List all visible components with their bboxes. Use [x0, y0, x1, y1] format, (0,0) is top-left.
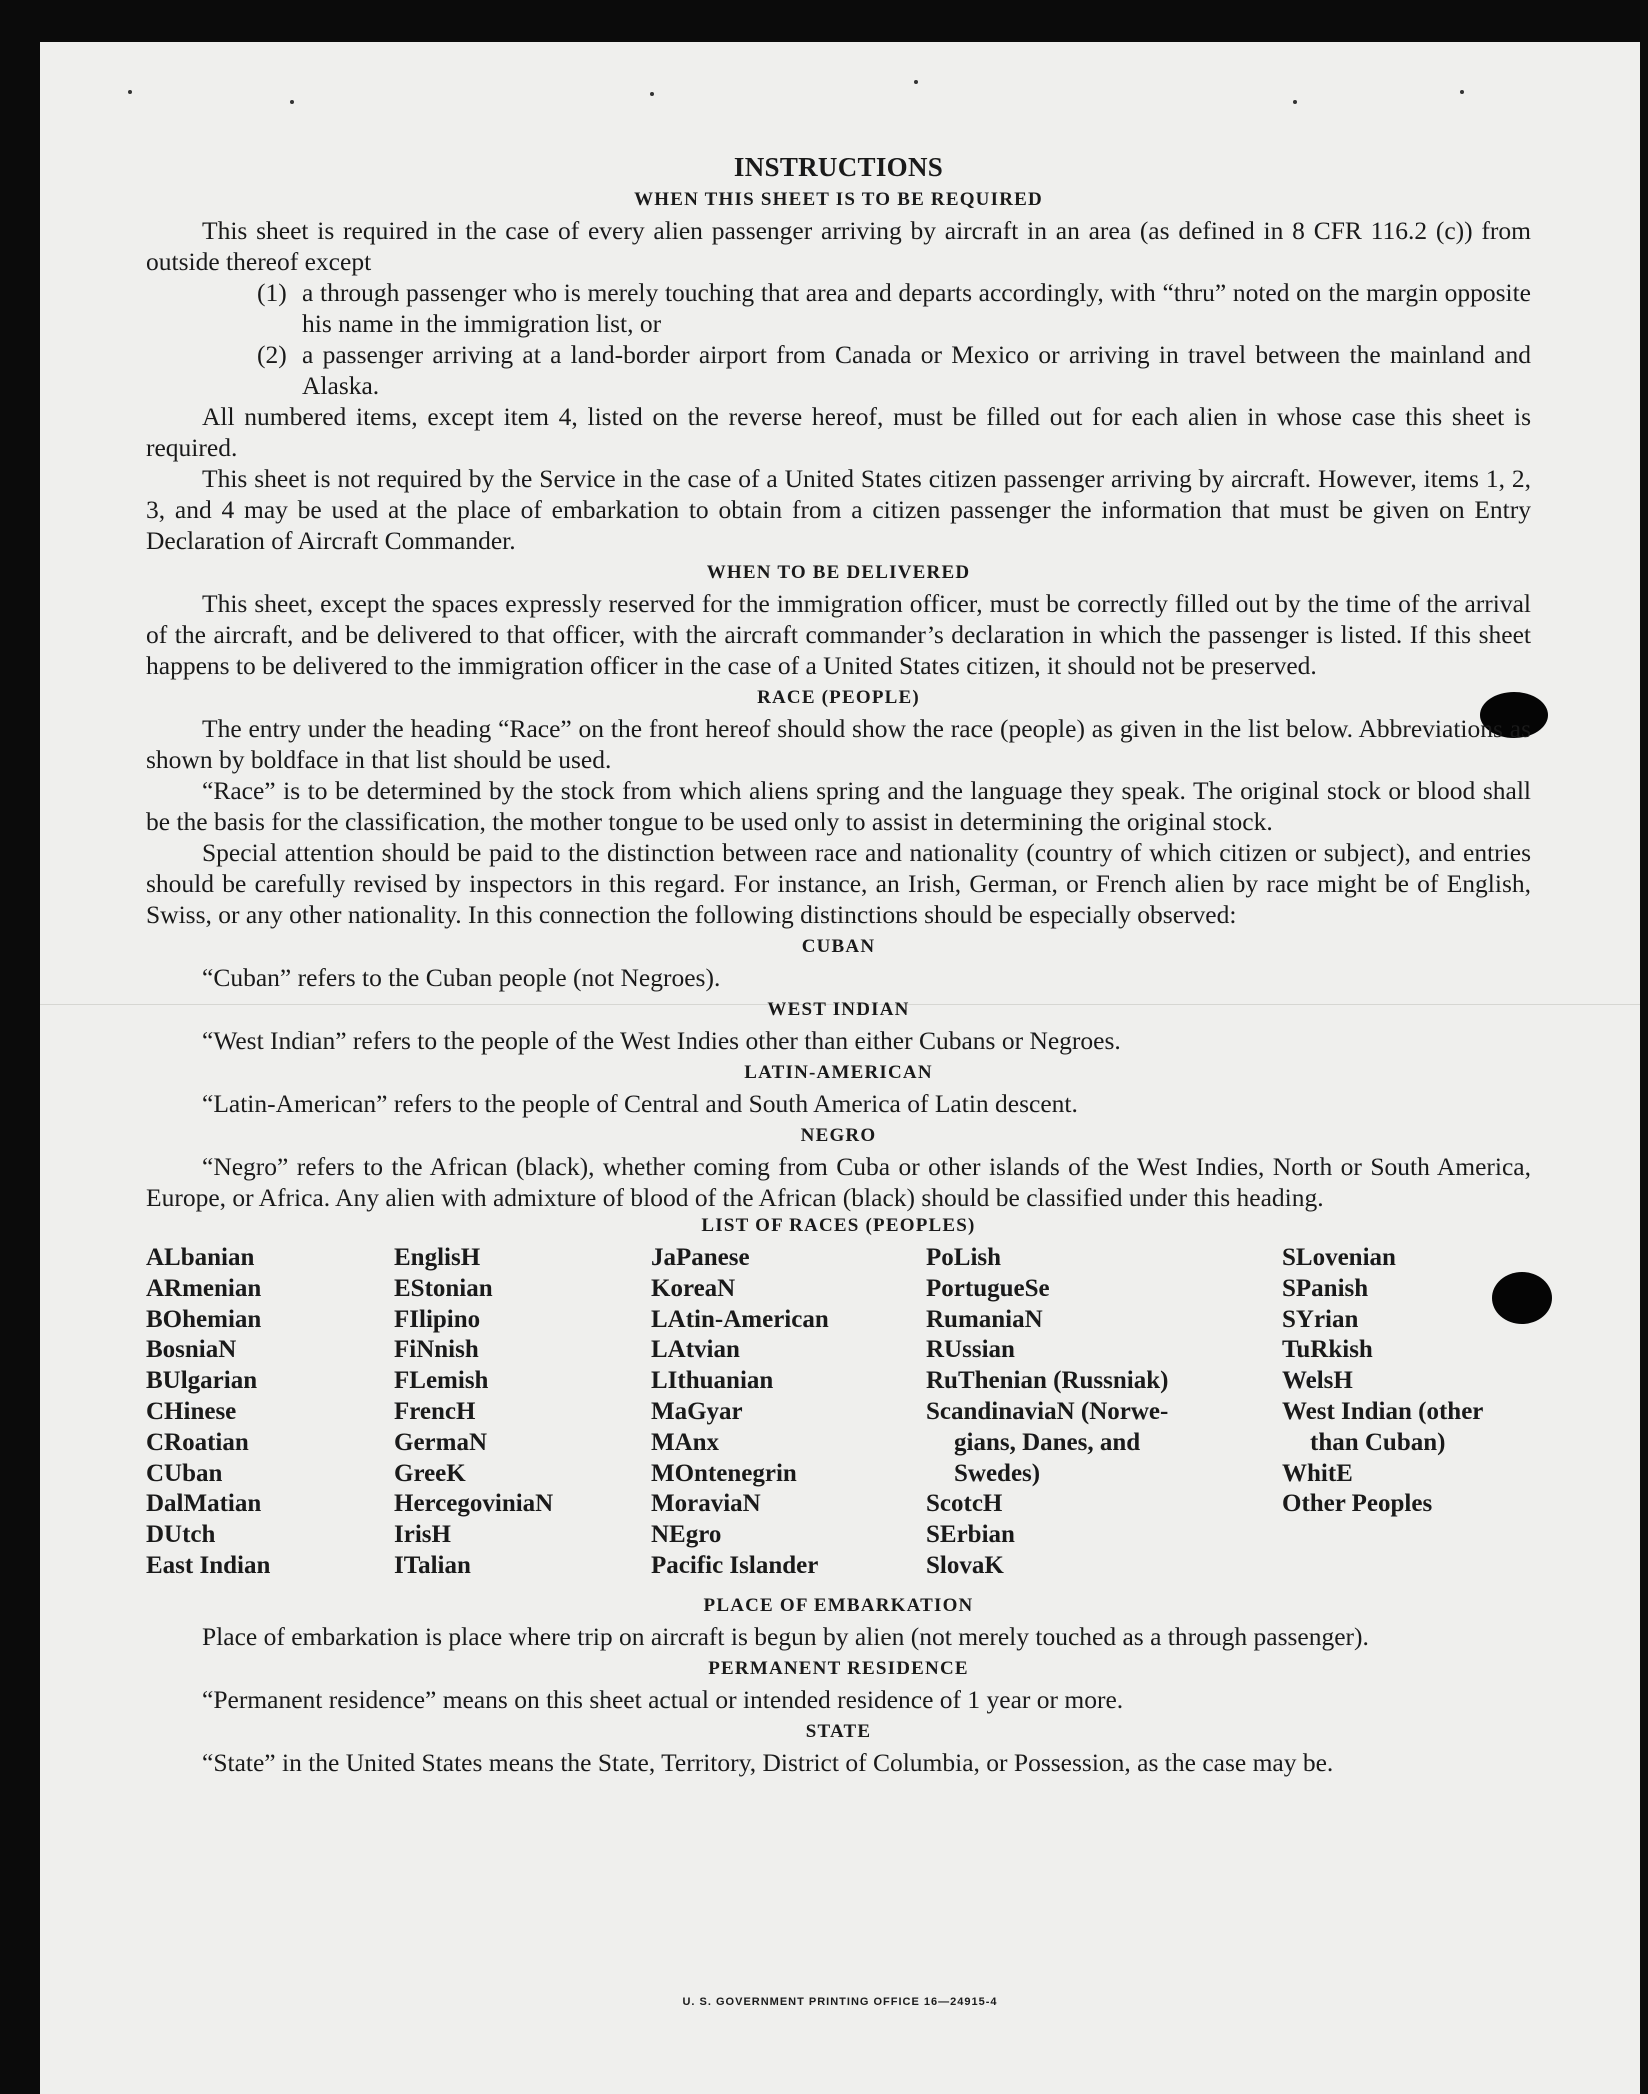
- paragraph: “Latin-American” refers to the people of Central and South America of Latin descent.: [202, 1089, 1078, 1118]
- section-heading: LATIN-AMERICAN: [744, 1062, 933, 1083]
- race-entry: CUban: [146, 1459, 223, 1487]
- item-number: (1): [257, 278, 287, 307]
- race-entry: IrisH: [394, 1521, 451, 1549]
- race-entry: FiNnish: [394, 1336, 479, 1364]
- race-entry: CRoatian: [146, 1428, 249, 1456]
- race-entry: JaPanese: [651, 1244, 750, 1271]
- race-entry: CHinese: [146, 1397, 237, 1425]
- race-entry: BUlgarian: [146, 1367, 258, 1395]
- item-number: (2): [257, 340, 287, 369]
- list-item: [257, 339, 1531, 401]
- race-entry: East Indian: [146, 1551, 271, 1579]
- item-text: a passenger arriving at a land-border airport from Canada or Mexico or arriving in travel between the mainland and Alaska.: [302, 340, 1531, 400]
- race-entry: West Indian (other: [1282, 1397, 1484, 1425]
- section-heading: WHEN TO BE DELIVERED: [706, 562, 971, 583]
- section-heading: PLACE OF EMBARKATION: [703, 1595, 974, 1616]
- page-title: INSTRUCTIONS: [733, 152, 944, 182]
- paragraph: “West Indian” refers to the people of the West Indies other than either Cubans or Negroes.: [202, 1026, 1121, 1055]
- race-entry: EStonian: [394, 1274, 493, 1302]
- section-heading: CUBAN: [801, 936, 876, 957]
- speck-mark: [128, 90, 132, 94]
- paragraph: “Permanent residence” means on this sheet actual or intended residence of 1 year or more.: [202, 1685, 1124, 1714]
- section-heading: LIST OF RACES (PEOPLES): [701, 1215, 976, 1236]
- speck-mark: [1460, 90, 1464, 94]
- race-entry: FIlipino: [394, 1305, 481, 1333]
- race-entry: FrencH: [394, 1397, 476, 1425]
- race-entry: BosniaN: [146, 1336, 237, 1364]
- section-heading: WEST INDIAN: [767, 999, 910, 1020]
- paragraph: All numbered items, except item 4, listed on the reverse hereof, must be filled out for each alien in whose case this sheet is required.: [146, 402, 1531, 462]
- speck-mark: [914, 80, 918, 84]
- race-entry: SlovaK: [926, 1551, 1004, 1579]
- race-column: [146, 1243, 270, 1582]
- section-heading: WHEN THIS SHEET IS TO BE REQUIRED: [634, 189, 1043, 210]
- instructions-body: [146, 152, 1531, 1778]
- race-column: [1282, 1243, 1483, 1520]
- paragraph: This sheet is not required by the Service in the case of a United States citizen passenger arriving by aircraft. However, items 1, 2, 3, and 4 may be used at the place of embarkation to obtain from a citizen passenger the information that must be given on Entry Declaration of Aircraft Commander.: [146, 464, 1531, 555]
- race-column: [926, 1243, 1218, 1582]
- race-entry: gians, Danes, and: [954, 1428, 1141, 1456]
- race-entry: FLemish: [394, 1367, 489, 1395]
- race-column: [394, 1243, 553, 1582]
- section-heading: STATE: [805, 1721, 872, 1742]
- section-heading: PERMANENT RESIDENCE: [708, 1658, 969, 1679]
- race-entry: MAnx: [651, 1428, 720, 1456]
- race-entry: LAtin-American: [651, 1305, 829, 1333]
- paragraph: This sheet is required in the case of every alien passenger arriving by aircraft in an area (as defined in 8 CFR 116.2 (c)) from outside thereof except: [146, 216, 1531, 276]
- race-entry: DUtch: [146, 1521, 216, 1549]
- race-entry: BOhemian: [146, 1305, 262, 1333]
- race-entry: SLovenian: [1282, 1244, 1396, 1271]
- paragraph: The entry under the heading “Race” on the front hereof should show the race (people) as given in the list below. Abbreviations as shown by boldface in that list should be used.: [146, 714, 1531, 774]
- race-entry: MOntenegrin: [651, 1459, 797, 1487]
- race-entry: TuRkish: [1282, 1336, 1373, 1364]
- race-entry: ARmenian: [146, 1274, 262, 1302]
- race-entry: ScotcH: [926, 1490, 1003, 1518]
- race-entry: PortugueSe: [926, 1274, 1050, 1302]
- race-entry: MaGyar: [651, 1397, 743, 1425]
- paragraph: “State” in the United States means the State, Territory, District of Columbia, or Possession, as the case may be.: [202, 1748, 1334, 1777]
- race-entry: GermaN: [394, 1428, 488, 1456]
- speck-mark: [650, 92, 654, 96]
- race-entry: NEgro: [651, 1521, 722, 1549]
- speck-mark: [290, 100, 294, 104]
- race-entry: Pacific Islander: [651, 1551, 819, 1579]
- race-entry: LIthuanian: [651, 1367, 774, 1395]
- race-entry: WhitE: [1282, 1459, 1353, 1487]
- race-entry: HercegoviniaN: [394, 1490, 554, 1518]
- race-entry: RumaniaN: [926, 1305, 1043, 1333]
- race-entry: ITalian: [394, 1551, 471, 1579]
- section-heading: RACE (PEOPLE): [757, 687, 920, 708]
- race-entry: KoreaN: [651, 1274, 736, 1302]
- printer-imprint: U. S. GOVERNMENT PRINTING OFFICE 16—24915-4: [682, 1996, 998, 2008]
- document-page: [40, 42, 1640, 2094]
- race-entry: SErbian: [926, 1521, 1015, 1549]
- paragraph: This sheet, except the spaces expressly reserved for the immigration officer, must be correctly filled out by the time of the arrival of the aircraft, and be delivered to that officer, with the aircraft commander’s declaration in which the passenger is listed. If this sheet happens to be delivered to the immigration officer in the case of a United States citizen, it should not be preserved.: [146, 589, 1531, 680]
- paragraph: Special attention should be paid to the distinction between race and nationality (country of which citizen or subject), and entries should be carefully revised by inspectors in this regard. For instance, an Irish, German, or French alien by race might be of English, Swiss, or any other nationality. In this connection the following distinctions should be especially observed:: [146, 838, 1531, 929]
- section-heading: NEGRO: [800, 1125, 877, 1146]
- paragraph: “Race” is to be determined by the stock from which aliens spring and the language they speak. The original stock or blood shall be the basis for the classification, the mother tongue to be used only to assist in determining the original stock.: [146, 776, 1531, 836]
- paragraph: “Negro” refers to the African (black), whether coming from Cuba or other islands of the West Indies, North or South America, Europe, or Africa. Any alien with admixture of blood of the African (black) should be classified under this heading.: [146, 1152, 1531, 1212]
- race-entry: ALbanian: [146, 1244, 255, 1271]
- race-entry: RUssian: [926, 1336, 1015, 1364]
- race-entry: MoraviaN: [651, 1490, 761, 1518]
- speck-mark: [1293, 100, 1297, 104]
- race-entry: ScandinaviaN (Norwe-: [926, 1397, 1169, 1425]
- paragraph: “Cuban” refers to the Cuban people (not Negroes).: [202, 963, 721, 992]
- list-item: [257, 277, 1531, 339]
- race-entry: than Cuban): [1310, 1428, 1446, 1456]
- race-entry: Other Peoples: [1282, 1490, 1433, 1518]
- paragraph: Place of embarkation is place where trip on aircraft is begun by alien (not merely touched as a through passenger).: [202, 1622, 1369, 1651]
- race-entry: LAtvian: [651, 1336, 740, 1364]
- race-entry: SYrian: [1282, 1305, 1359, 1333]
- race-entry: WelsH: [1282, 1367, 1353, 1395]
- race-column: [651, 1243, 829, 1582]
- item-text: a through passenger who is merely touching that area and departs accordingly, with “thru” noted on the margin opposite his name in the immigration list, or: [302, 278, 1531, 338]
- race-entry: Swedes): [954, 1459, 1041, 1487]
- race-entry: PoLish: [926, 1244, 1002, 1271]
- race-entry: GreeK: [394, 1459, 466, 1487]
- race-entry: DalMatian: [146, 1490, 262, 1518]
- race-entry: EnglisH: [394, 1244, 481, 1271]
- race-list: [146, 1243, 1531, 1589]
- race-entry: RuThenian (Russniak): [926, 1367, 1169, 1395]
- race-entry: SPanish: [1282, 1274, 1369, 1302]
